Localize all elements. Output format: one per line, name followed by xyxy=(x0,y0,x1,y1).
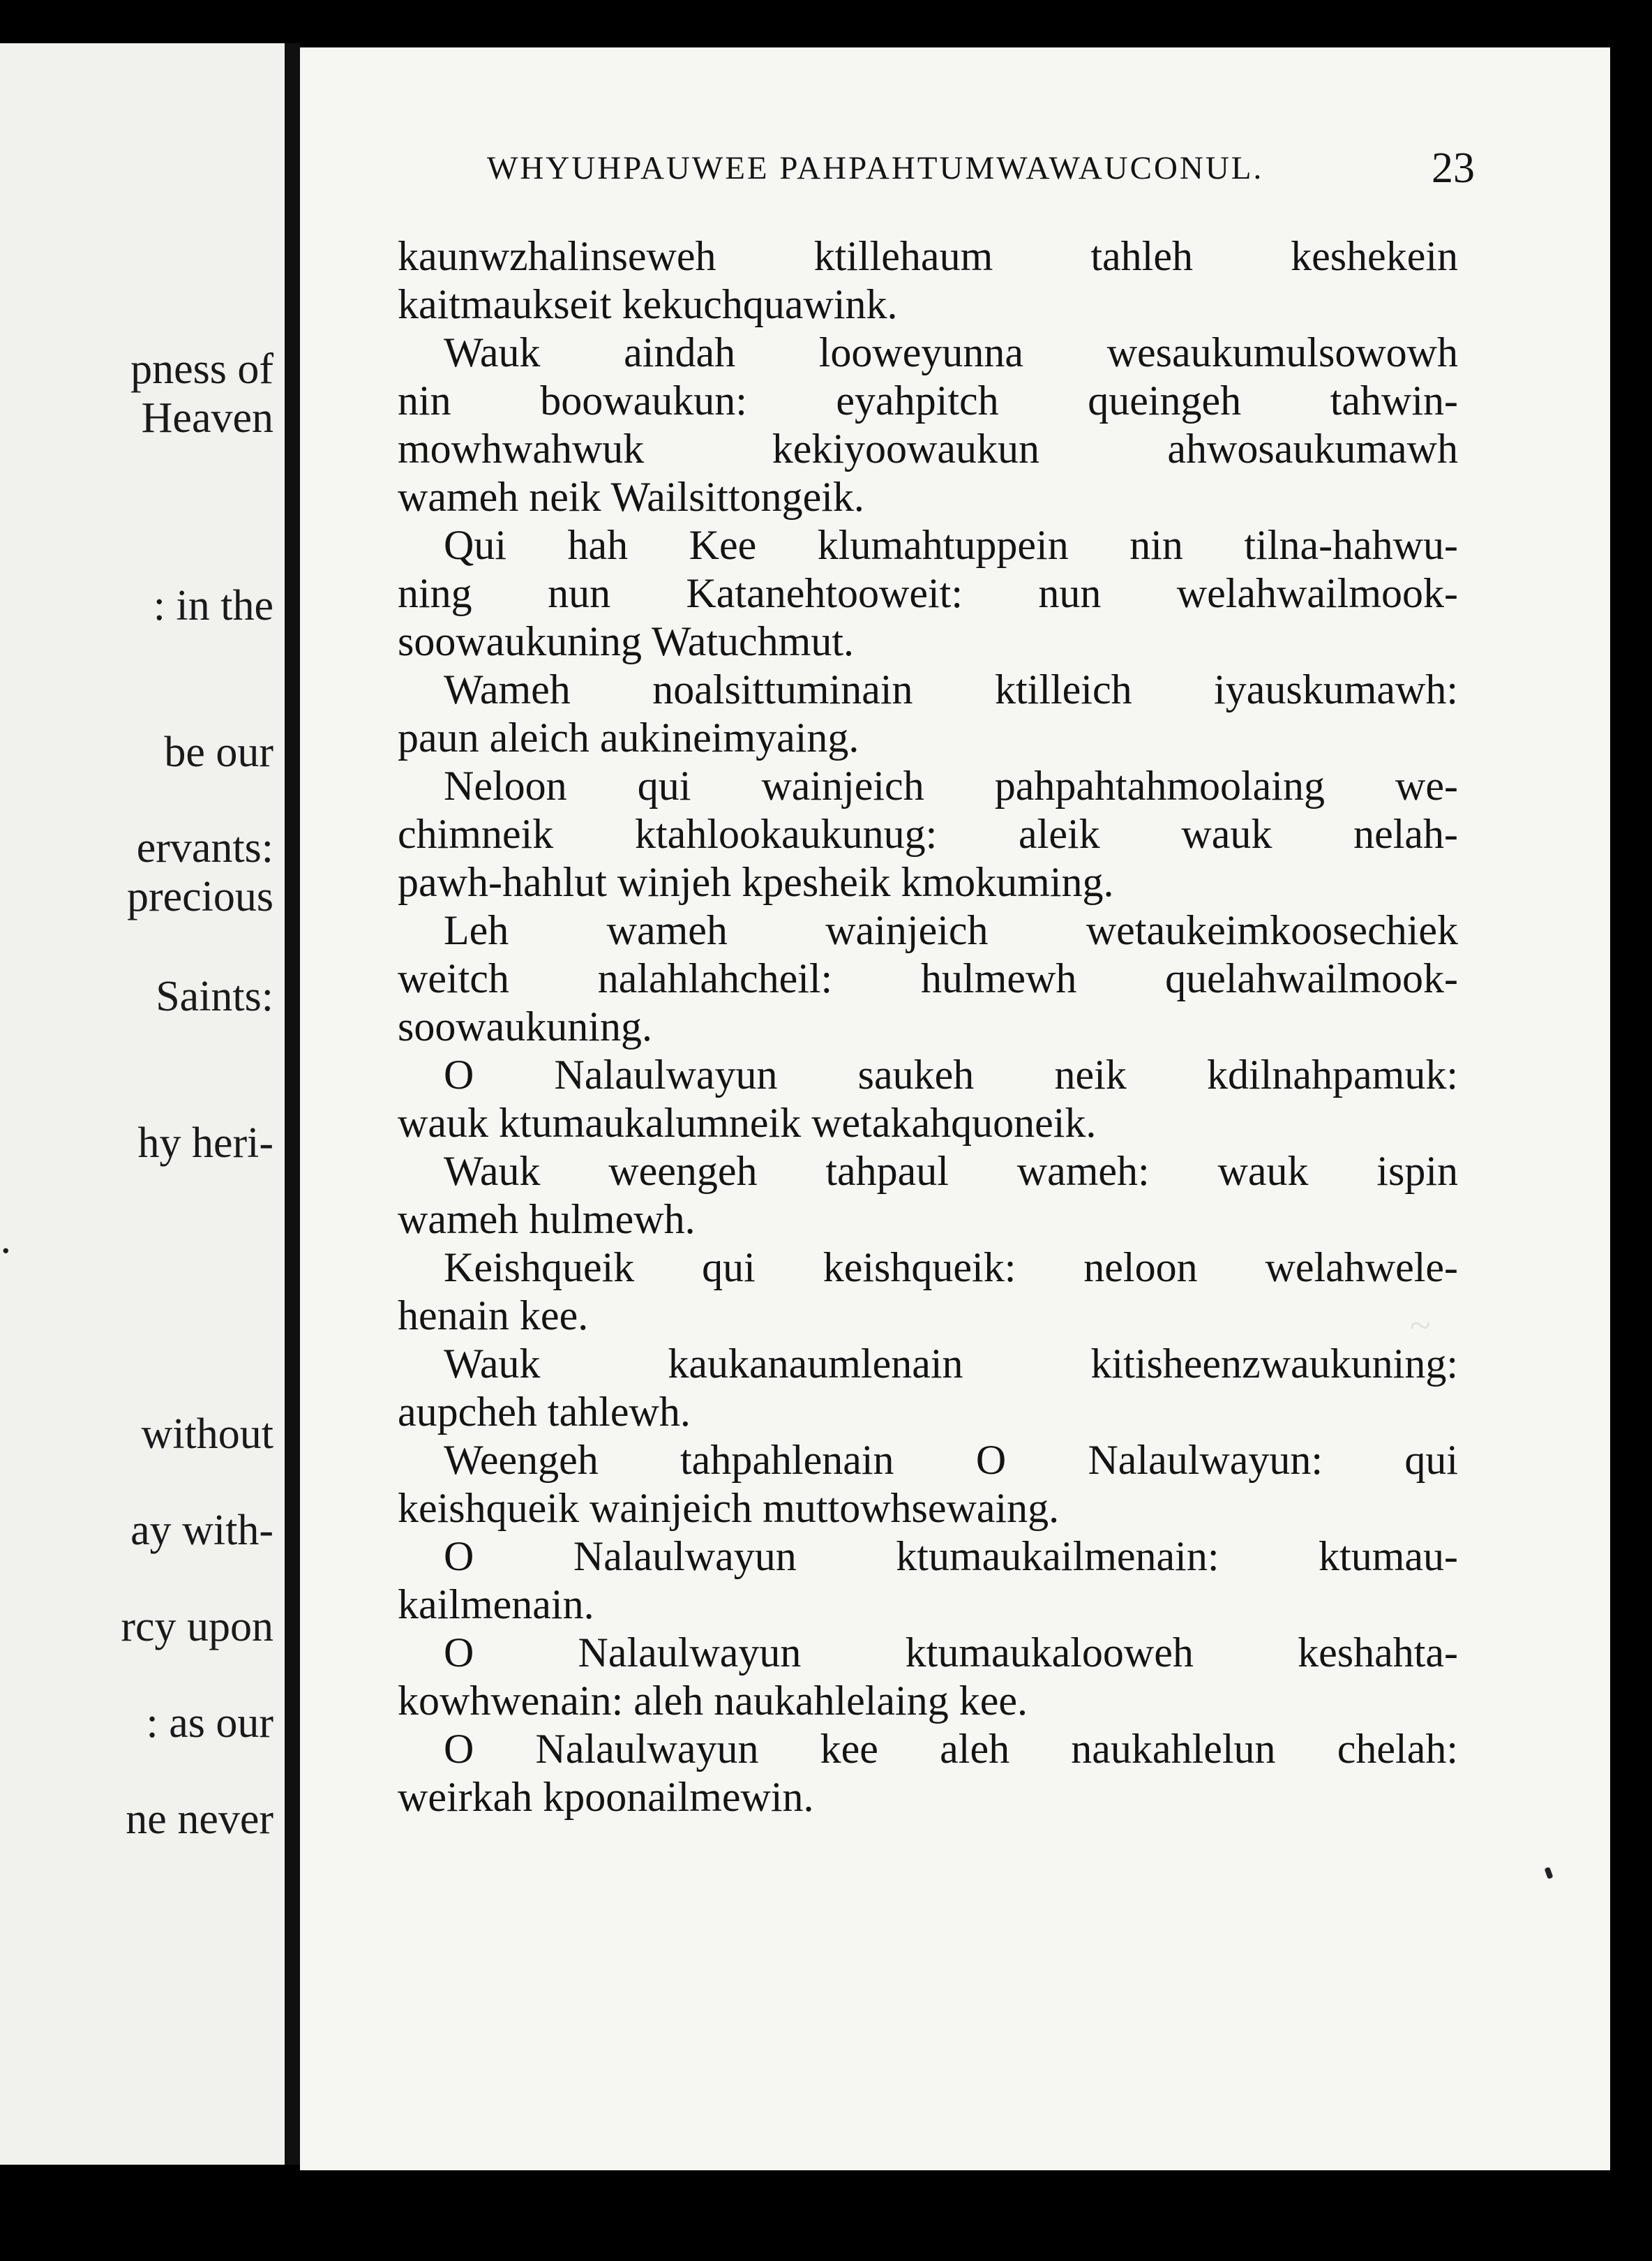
text-line: pawh-hahlut winjeh kpesheik kmokuming. xyxy=(398,859,1114,905)
left-page-fragment: . xyxy=(0,1215,11,1262)
page-number: 23 xyxy=(1432,144,1475,192)
text-line: chimneik ktahlookaukunug: aleik wauk nelah- xyxy=(398,811,1458,857)
text-line: wameh neik Wailsittongeik. xyxy=(398,474,864,520)
left-page-fragment: Saints: xyxy=(156,973,273,1020)
text-line: paun aleich aukineimyaing. xyxy=(398,715,859,761)
text-line: Keishqueik qui keishqueik: neloon welahwele- xyxy=(444,1244,1458,1290)
running-head xyxy=(300,144,1475,193)
text-line: soowaukuning Watuchmut. xyxy=(398,618,854,664)
left-page-fragment: hy heri- xyxy=(137,1119,273,1167)
text-line: wameh hulmewh. xyxy=(398,1196,696,1242)
left-page-fragment: ay with- xyxy=(130,1507,273,1554)
left-page-fragment: pness of xyxy=(130,345,273,393)
text-line: henain kee. xyxy=(398,1292,589,1338)
text-line: Wauk aindah looweyunna wesaukumulsowowh xyxy=(444,329,1458,375)
text-line: Leh wameh wainjeich wetaukeimkoosechiek xyxy=(444,907,1458,953)
text-line: Qui hah Kee klumahtuppein nin tilna-hahwu- xyxy=(444,522,1458,568)
text-line: kowhwenain: aleh naukahlelaing kee. xyxy=(398,1678,1028,1724)
text-line: weirkah kpoonailmewin. xyxy=(398,1774,814,1820)
text-line: soowaukuning. xyxy=(398,1003,652,1050)
text-line: ning nun Katanehtooweit: nun welahwailmook- xyxy=(398,570,1458,616)
text-line: kaitmaukseit kekuchquawink. xyxy=(398,281,898,327)
left-page-fragment: ervants: xyxy=(136,824,273,872)
text-line: nin boowaukun: eyahpitch queingeh tahwin- xyxy=(398,378,1458,424)
left-page-fragment: rcy upon xyxy=(121,1603,273,1650)
text-line: wauk ktumaukalumneik wetakahquoneik. xyxy=(398,1100,1097,1146)
left-facing-page xyxy=(0,43,285,2165)
text-line: mowhwahwuk kekiyoowaukun ahwosaukumawh xyxy=(398,426,1458,472)
left-page-fragment: Heaven xyxy=(141,394,273,442)
book-gutter xyxy=(285,43,300,2165)
text-line: Wauk kaukanaumlenain kitisheenzwaukuning: xyxy=(444,1341,1458,1387)
right-page xyxy=(300,47,1610,2170)
body-text xyxy=(398,232,1458,1821)
ink-speck xyxy=(1545,1867,1554,1879)
show-through: ~ xyxy=(1409,1304,1431,1348)
text-line: kaunwzhalinseweh ktillehaum tahleh keshekein xyxy=(398,233,1458,279)
text-line: Neloon qui wainjeich pahpahtahmoolaing we- xyxy=(444,763,1458,809)
text-line: Weengeh tahpahlenain O Nalaulwayun: qui xyxy=(444,1437,1458,1483)
left-page-fragment: be our xyxy=(164,729,273,776)
text-line: O Nalaulwayun saukeh neik kdilnahpamuk: xyxy=(444,1052,1458,1098)
text-line: weitch nalahlahcheil: hulmewh quelahwailmook- xyxy=(398,955,1458,1001)
text-line: Wauk weengeh tahpaul wameh: wauk ispin xyxy=(444,1148,1458,1194)
text-line: O Nalaulwayun ktumaukailmenain: ktumau- xyxy=(444,1533,1458,1579)
text-line: Wameh noalsittuminain ktilleich iyauskumawh: xyxy=(444,666,1458,712)
text-line: O Nalaulwayun ktumaukalooweh keshahta- xyxy=(444,1629,1458,1676)
left-page-fragment: ne never xyxy=(126,1796,273,1843)
text-line: keishqueik wainjeich muttowhsewaing. xyxy=(398,1485,1060,1531)
text-line: O Nalaulwayun kee aleh naukahlelun chelah: xyxy=(444,1726,1458,1772)
text-line: aupcheh tahlewh. xyxy=(398,1389,691,1435)
left-page-fragment: without xyxy=(141,1410,273,1458)
left-page-fragment: : in the xyxy=(153,582,273,629)
text-line: kailmenain. xyxy=(398,1581,594,1627)
running-head-title: WHYUHPAUWEE PAHPAHTUMWAWAUCONUL. xyxy=(487,150,1264,186)
left-page-fragment: : as our xyxy=(146,1699,273,1747)
left-page-fragment: precious xyxy=(126,873,273,920)
